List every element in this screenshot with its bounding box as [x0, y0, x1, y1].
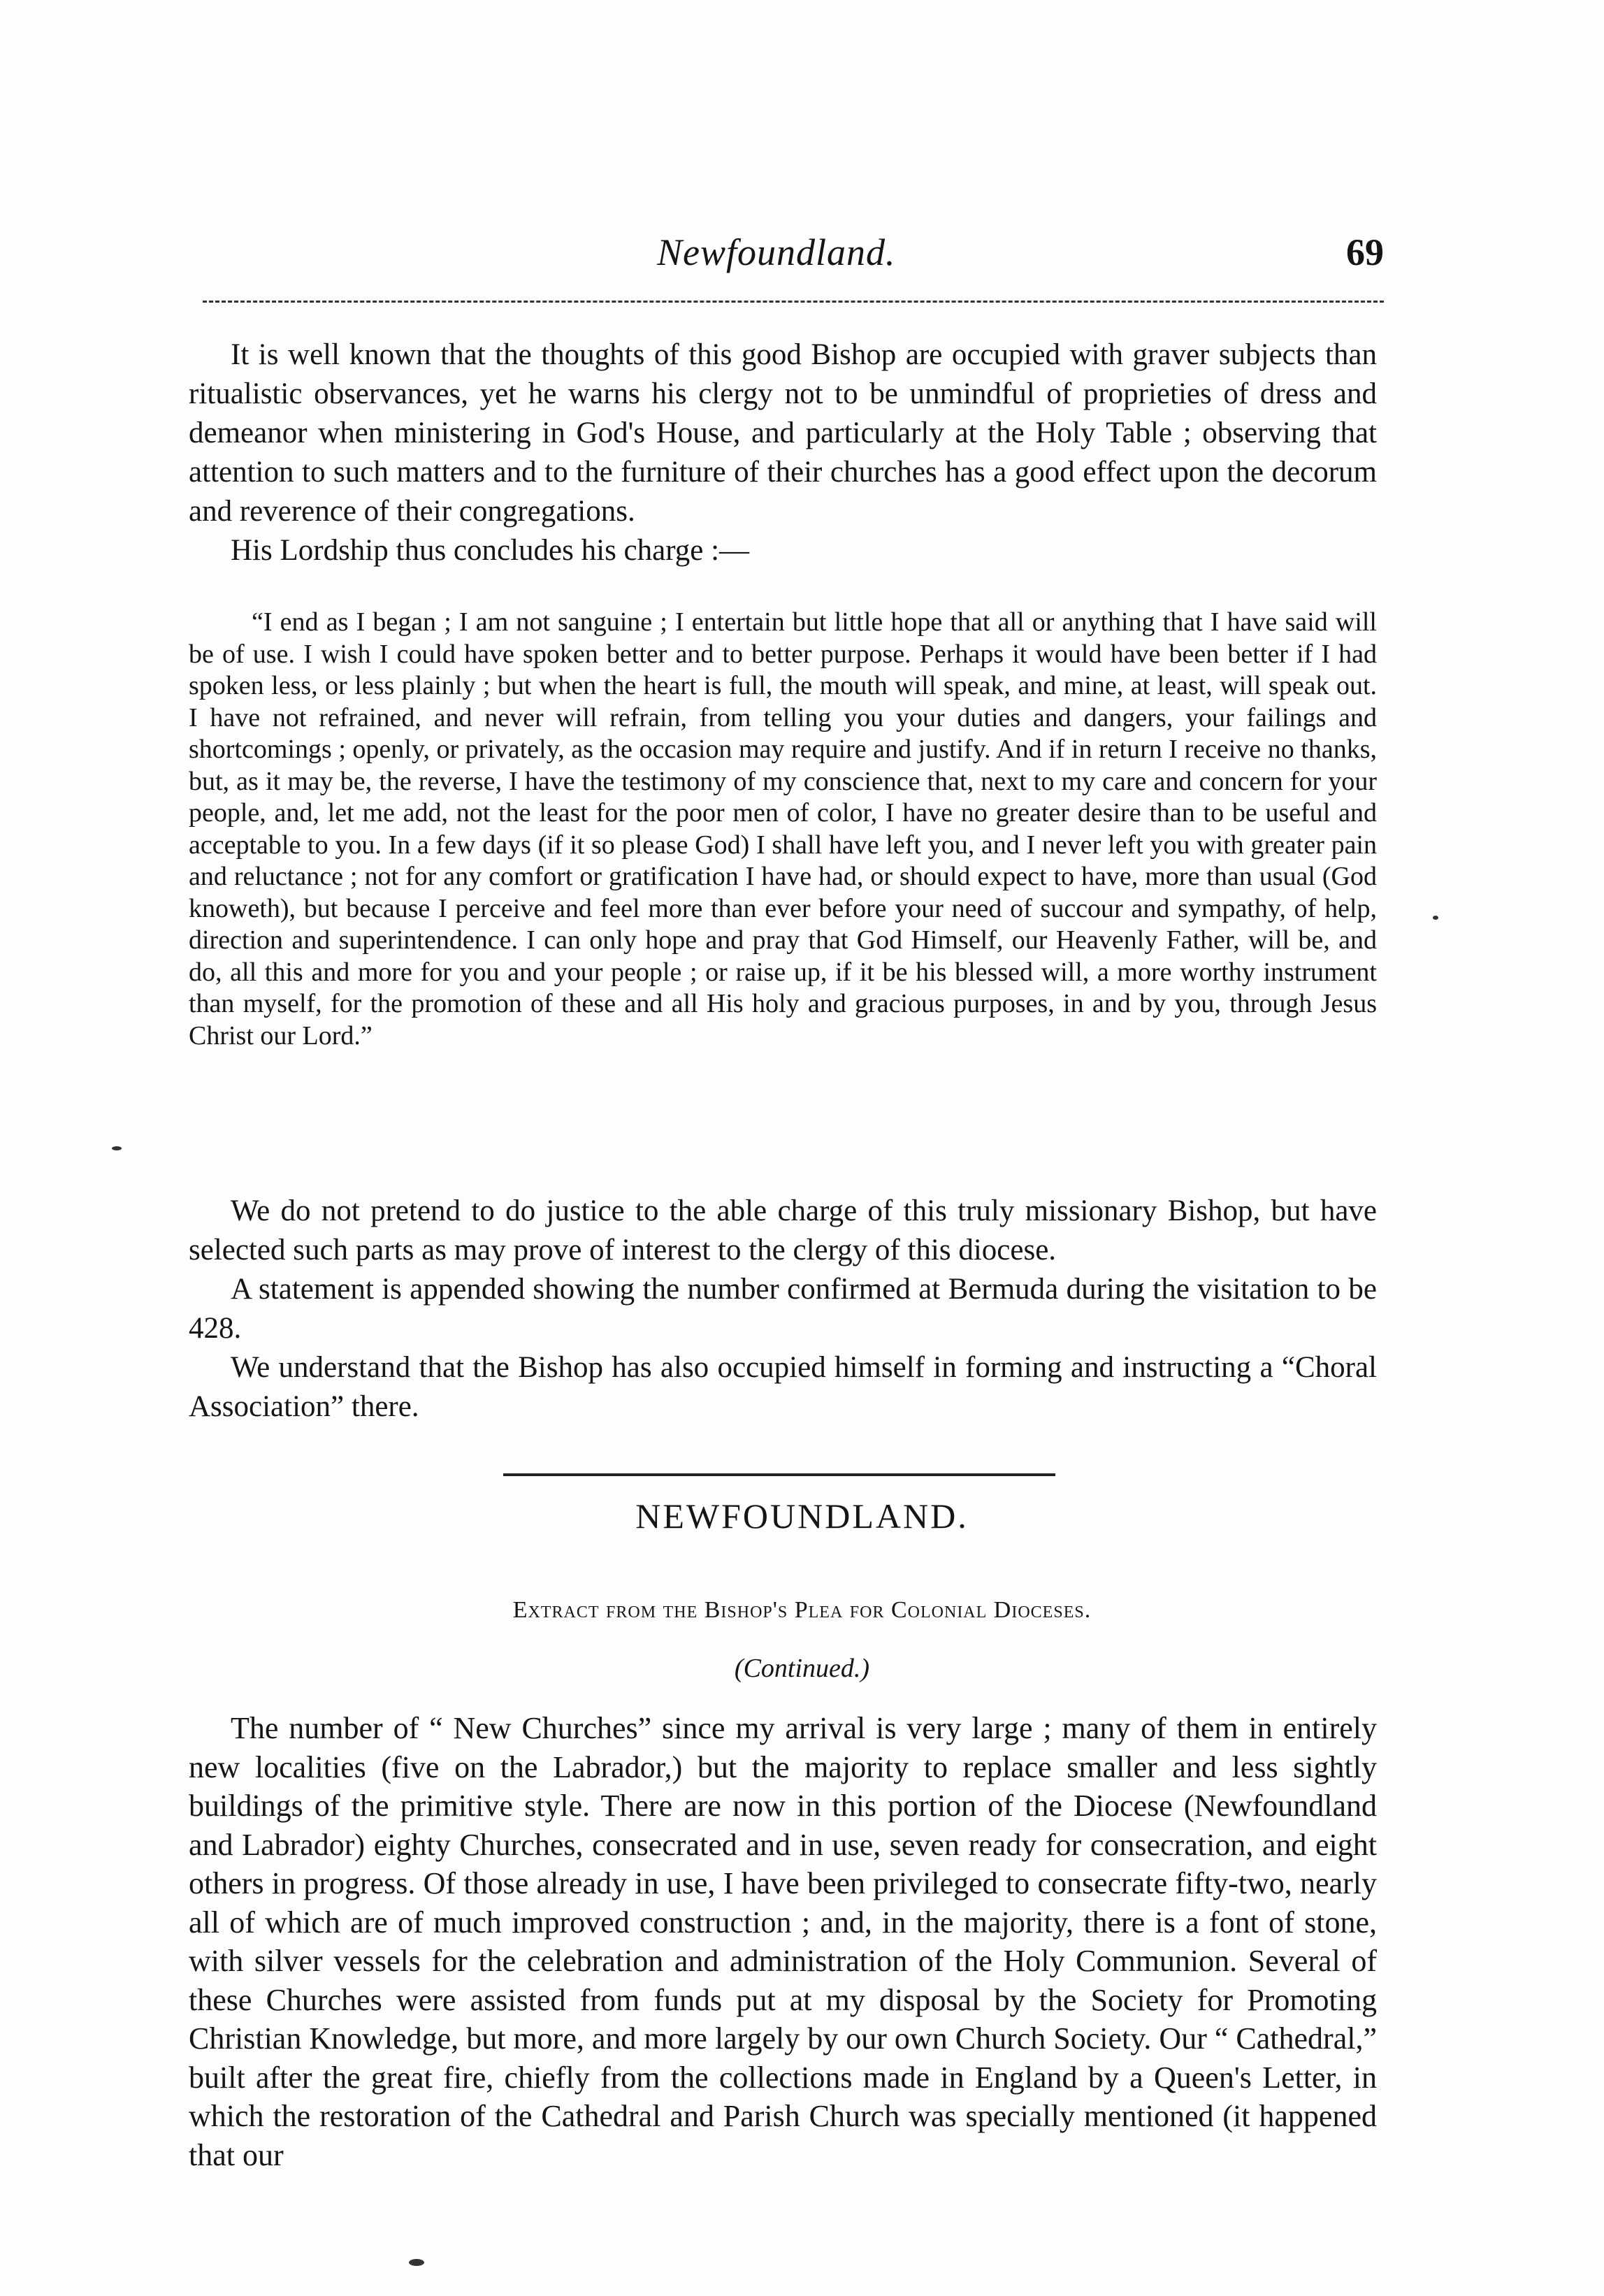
paragraph: It is well known that the thoughts of this good Bishop are occupied with graver subjects than ritualistic observances, yet he warns his clergy not to be unmindful of proprieties of dress and demeanor when ministering in God's House, and particularly at the Holy Table ; observing that attention to such matters and to the furniture of their churches has a good effect upon the decorum and reverence of their congregations. [189, 338, 1377, 528]
paragraph: The number of “ New Churches” since my arrival is very large ; many of them in entirely new localities (five on the Labrador,) but the majority to replace smaller and less sightly buildings of the primitive style. There are now in this portion of the Diocese (Newfoundland and Labrador) eighty Churches, consecrated and in use, seven ready for consecration, and eight others in progress. Of those already in use, I have been privileged to consecrate fifty-two, nearly all of which are of much improved construction ; and, in the majority, there is a font of stone, with silver vessels for the celebration and administration of the Holy Communion. Several of these Churches were assisted from funds put at my disposal by the Society for Promoting Christian Knowledge, but more, and more largely by our own Church Society. Our “ Cathedral,” built after the great fire, chiefly from the collections made in England by a Queen's Letter, in which the restoration of the Cathedral and Parish Church was specially mentioned (it happened that our [189, 1711, 1377, 2172]
section-body [189, 1709, 1377, 2174]
continued-label: (Continued.) [734, 1654, 870, 1683]
lower-text [189, 1192, 1377, 1427]
header-rule [203, 301, 1384, 303]
paragraph: His Lordship thus concludes his charge :— [231, 534, 750, 567]
paragraph: We do not pretend to do justice to the able charge of this truly missionary Bishop, but have selected such parts as may prove of interest to the clergy of this diocese. [189, 1194, 1377, 1266]
ink-speck [1433, 916, 1438, 920]
upper-text [189, 335, 1377, 570]
charge-quotation [189, 607, 1377, 1052]
ink-speck [409, 2259, 424, 2266]
quotation-text: “I end as I began ; I am not sanguine ; I entertain but little hope that all or anything that I have said will be of use. I wish I could have spoken better and to better purpose. Perhaps it would have been better if I had spoken less, or less plainly ; but when the heart is full, the mouth will speak, and mine, at least, will speak out. I have not refrained, and never will refrain, from telling you your duties and dangers, your failings and shortcomings ; openly, or privately, as the occasion may require and justify. And if in return I receive no thanks, but, as it may be, the reverse, I have the testimony of my conscience that, next to my care and concern for your people, and, let me add, not the least for the poor men of color, I have no greater desire than to be useful and acceptable to you. In a few days (if it so please God) I shall have left you, and I never left you with greater pain and reluctance ; not for any comfort or gratification I have had, or should expect to have, more than usual (God knoweth), but because I perceive and feel more than ever before your need of succour and sympathy, of help, direction and superintendence. I can only hope and pray that God Himself, our Heavenly Father, will be, and do, all this and more for you and your people ; or raise up, if it be his blessed will, a more worthy instrument than myself, for the promotion of these and all His holy and gracious purposes, in and by you, through Jesus Christ our Lord.” [189, 607, 1377, 1050]
page-number: 69 [1346, 231, 1384, 273]
paragraph: A statement is appended showing the number confirmed at Bermuda during the visitation to be 428. [189, 1273, 1377, 1345]
page-header [203, 231, 1384, 287]
ink-speck [112, 1146, 122, 1150]
section-divider [503, 1473, 1055, 1476]
extract-title: Extract from the Bishop's Plea for Colonial Dioceses. [512, 1597, 1092, 1623]
paragraph: We understand that the Bishop has also occupied himself in forming and instructing a “Choral Association” there. [189, 1351, 1377, 1423]
section-title: NEWFOUNDLAND. [635, 1496, 969, 1536]
running-title: Newfoundland. [657, 231, 896, 273]
